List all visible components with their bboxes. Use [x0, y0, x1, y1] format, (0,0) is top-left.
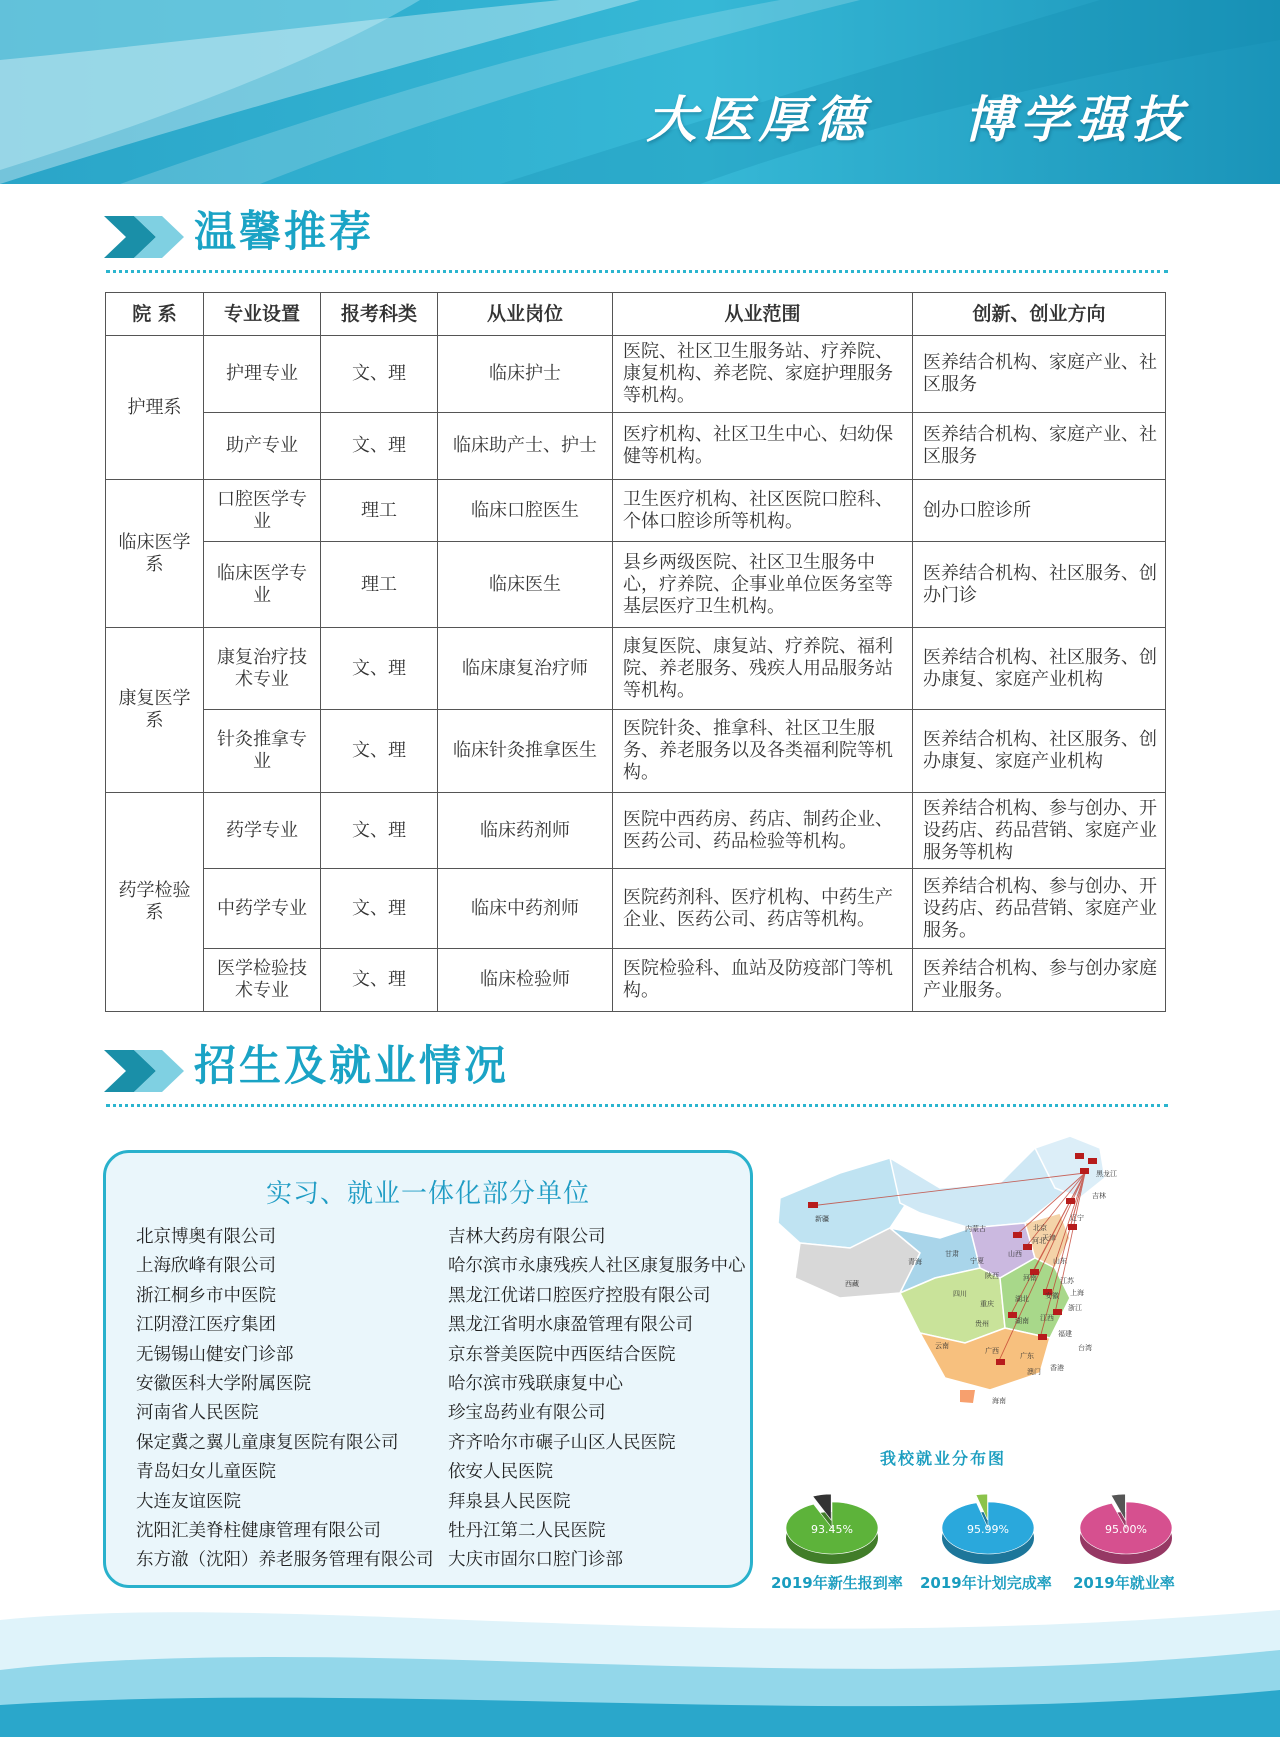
list-item: 京东誉美医院中西医结合医院 [448, 1344, 676, 1365]
list-item: 浙江桐乡市中医院 [136, 1285, 276, 1306]
list-item: 拜泉县人民医院 [448, 1491, 571, 1512]
double-chevron-icon [104, 216, 184, 258]
pie-chart-plan-completion [928, 1490, 1048, 1574]
pie-value-label: 93.45% [811, 1523, 853, 1536]
table-header-cell: 创新、创业方向 [913, 293, 1166, 336]
map-label: 台湾 [1078, 1344, 1092, 1352]
list-item: 吉林大药房有限公司 [448, 1227, 606, 1247]
subject-cell: 文、理 [321, 793, 438, 869]
map-label: 甘肃 [945, 1250, 959, 1258]
map-label: 陕西 [985, 1272, 999, 1280]
partner-units-left [136, 1223, 434, 1576]
double-chevron-icon [104, 1050, 184, 1092]
list-item: 大庆市固尔口腔门诊部 [448, 1550, 623, 1571]
map-label: 浙江 [1068, 1304, 1082, 1312]
major-cell: 中药学专业 [204, 869, 321, 949]
post-cell: 临床口腔医生 [438, 480, 613, 542]
table-row [106, 413, 1166, 480]
section-title-enrollment: 招生及就业情况 [194, 1041, 510, 1090]
list-item: 北京博奥有限公司 [136, 1227, 276, 1247]
direction-cell: 医养结合机构、参与创办、开设药店、药品营销、家庭产业服务等机构 [913, 793, 1166, 869]
pie-chart-enrollment [772, 1490, 892, 1574]
direction-cell: 医养结合机构、家庭产业、社区服务 [913, 336, 1166, 413]
direction-cell: 创办口腔诊所 [913, 480, 1166, 542]
major-cell: 药学专业 [204, 793, 321, 869]
map-label: 广东 [1020, 1352, 1034, 1360]
map-label: 新疆 [815, 1215, 829, 1223]
dept-cell: 护理系 [106, 336, 204, 480]
map-label: 辽宁 [1070, 1214, 1084, 1222]
post-cell: 临床护士 [438, 336, 613, 413]
map-label: 西藏 [845, 1280, 859, 1288]
direction-cell: 医养结合机构、家庭产业、社区服务 [913, 413, 1166, 480]
map-label: 宁夏 [970, 1257, 984, 1265]
partner-units-box [103, 1150, 753, 1588]
table-row [106, 949, 1166, 1012]
major-cell: 康复治疗技术专业 [204, 628, 321, 710]
dotted-divider [106, 270, 1168, 273]
direction-cell: 医养结合机构、社区服务、创办门诊 [913, 542, 1166, 628]
footer-wave [0, 1580, 1280, 1737]
list-item: 东方澈（沈阳）养老服务管理有限公司 [136, 1550, 434, 1571]
list-item: 齐齐哈尔市碾子山区人民医院 [448, 1432, 676, 1453]
scope-cell: 医院检验科、血站及防疫部门等机构。 [613, 949, 913, 1012]
map-label: 贵州 [975, 1320, 989, 1328]
post-cell: 临床医生 [438, 542, 613, 628]
list-item: 河南省人民医院 [136, 1403, 259, 1424]
table-row [106, 869, 1166, 949]
dept-cell: 康复医学系 [106, 628, 204, 793]
list-item: 青岛妇女儿童医院 [136, 1462, 276, 1483]
map-caption: 我校就业分布图 [880, 1449, 1007, 1468]
pie-title-employment: 2019年就业率 [1073, 1574, 1175, 1592]
list-item: 珍宝岛药业有限公司 [448, 1403, 606, 1424]
section-title-recommend: 温馨推荐 [194, 207, 375, 256]
list-item: 上海欣峰有限公司 [136, 1256, 276, 1277]
dotted-divider [106, 1104, 1168, 1107]
scope-cell: 医院药剂科、医疗机构、中药生产企业、医药公司、药店等机构。 [613, 869, 913, 949]
map-label: 天津 [1042, 1234, 1056, 1242]
major-cell: 护理专业 [204, 336, 321, 413]
table-row [106, 336, 1166, 413]
list-item: 无锡锡山健安门诊部 [136, 1344, 294, 1365]
table-row [106, 710, 1166, 793]
dept-cell: 临床医学系 [106, 480, 204, 628]
direction-cell: 医养结合机构、社区服务、创办康复、家庭产业机构 [913, 710, 1166, 793]
post-cell: 临床药剂师 [438, 793, 613, 869]
direction-cell: 医养结合机构、社区服务、创办康复、家庭产业机构 [913, 628, 1166, 710]
list-item: 哈尔滨市永康残疾人社区康复服务中心 [448, 1256, 746, 1277]
pie-title-plan-completion: 2019年计划完成率 [920, 1574, 1052, 1592]
map-label: 四川 [953, 1290, 967, 1298]
map-label: 安徽 [1045, 1292, 1059, 1300]
scope-cell: 县乡两级医院、社区卫生服务中心，疗养院、企事业单位医务室等基层医疗卫生机构。 [613, 542, 913, 628]
subject-cell: 文、理 [321, 710, 438, 793]
table-row [106, 793, 1166, 869]
partner-units-right [448, 1223, 746, 1576]
subject-cell: 文、理 [321, 949, 438, 1012]
list-item: 保定冀之翼儿童康复医院有限公司 [136, 1432, 399, 1453]
map-label: 广西 [985, 1347, 999, 1355]
majors-table [105, 292, 1166, 1012]
table-header-cell: 专业设置 [204, 293, 321, 336]
scope-cell: 医院中西药房、药店、制药企业、医药公司、药品检验等机构。 [613, 793, 913, 869]
pie-value-label: 95.00% [1105, 1523, 1147, 1536]
table-header-row [106, 293, 1166, 336]
scope-cell: 康复医院、康复站、疗养院、福利院、养老服务、残疾人用品服务站等机构。 [613, 628, 913, 710]
post-cell: 临床助产士、护士 [438, 413, 613, 480]
list-item: 黑龙江省明水康盈管理有限公司 [448, 1315, 693, 1336]
table-header-cell: 从业范围 [613, 293, 913, 336]
table-header-cell: 院 系 [106, 293, 204, 336]
map-label: 江西 [1040, 1314, 1054, 1322]
map-label: 云南 [935, 1342, 949, 1350]
major-cell: 临床医学专业 [204, 542, 321, 628]
post-cell: 临床康复治疗师 [438, 628, 613, 710]
map-label: 上海 [1070, 1289, 1084, 1297]
table-row [106, 480, 1166, 542]
employment-map [770, 1128, 1150, 1443]
map-label: 湖北 [1015, 1295, 1029, 1303]
major-cell: 针灸推拿专业 [204, 710, 321, 793]
list-item: 哈尔滨市残联康复中心 [448, 1374, 623, 1395]
scope-cell: 医院、社区卫生服务站、疗养院、康复机构、养老院、家庭护理服务等机构。 [613, 336, 913, 413]
list-item: 大连友谊医院 [136, 1491, 241, 1512]
scope-cell: 医院针灸、推拿科、社区卫生服务、养老服务以及各类福利院等机构。 [613, 710, 913, 793]
table-header-cell: 报考科类 [321, 293, 438, 336]
map-label: 吉林 [1092, 1192, 1106, 1200]
major-cell: 医学检验技术专业 [204, 949, 321, 1012]
map-label: 福建 [1058, 1330, 1072, 1338]
map-label: 山西 [1008, 1250, 1022, 1258]
map-label: 海南 [992, 1397, 1006, 1405]
scope-cell: 医疗机构、社区卫生中心、妇幼保健等机构。 [613, 413, 913, 480]
list-item: 沈阳汇美脊柱健康管理有限公司 [136, 1521, 381, 1542]
pie-value-label: 95.99% [967, 1523, 1009, 1536]
list-item: 依安人民医院 [448, 1462, 553, 1483]
map-label: 青海 [908, 1258, 922, 1266]
subject-cell: 理工 [321, 542, 438, 628]
section-recommend [104, 206, 1168, 278]
dept-cell: 药学检验系 [106, 793, 204, 1012]
post-cell: 临床中药剂师 [438, 869, 613, 949]
partner-units-title: 实习、就业一体化部分单位 [265, 1179, 590, 1209]
scope-cell: 卫生医疗机构、社区医院口腔科、个体口腔诊所等机构。 [613, 480, 913, 542]
list-item: 牡丹江第二人民医院 [448, 1521, 606, 1542]
list-item: 江阴澄江医疗集团 [136, 1315, 276, 1336]
post-cell: 临床针灸推拿医生 [438, 710, 613, 793]
subject-cell: 文、理 [321, 628, 438, 710]
pie-chart-employment [1066, 1490, 1186, 1574]
table-row [106, 628, 1166, 710]
map-label: 山东 [1053, 1257, 1067, 1265]
slogan: 大医厚德 博学强技 [646, 90, 1188, 149]
section-enrollment [104, 1040, 1168, 1112]
subject-cell: 文、理 [321, 413, 438, 480]
map-label: 澳门 [1027, 1368, 1041, 1376]
table-row [106, 542, 1166, 628]
list-item: 黑龙江优诺口腔医疗控股有限公司 [448, 1285, 711, 1306]
subject-cell: 文、理 [321, 869, 438, 949]
direction-cell: 医养结合机构、参与创办家庭产业服务。 [913, 949, 1166, 1012]
map-label: 河北 [1032, 1237, 1046, 1245]
map-label: 香港 [1050, 1364, 1064, 1372]
map-label: 北京 [1033, 1224, 1047, 1232]
map-label: 河南 [1023, 1274, 1037, 1282]
map-label: 重庆 [980, 1300, 994, 1308]
subject-cell: 理工 [321, 480, 438, 542]
table-header-cell: 从业岗位 [438, 293, 613, 336]
map-label: 内蒙古 [965, 1225, 986, 1233]
map-label: 黑龙江 [1096, 1170, 1117, 1178]
direction-cell: 医养结合机构、参与创办、开设药店、药品营销、家庭产业服务。 [913, 869, 1166, 949]
map-label: 湖南 [1015, 1317, 1029, 1325]
pie-title-enrollment: 2019年新生报到率 [771, 1574, 903, 1592]
major-cell: 口腔医学专业 [204, 480, 321, 542]
major-cell: 助产专业 [204, 413, 321, 480]
map-label: 江苏 [1060, 1277, 1074, 1285]
list-item: 安徽医科大学附属医院 [136, 1374, 311, 1395]
header-banner [0, 0, 1280, 184]
subject-cell: 文、理 [321, 336, 438, 413]
post-cell: 临床检验师 [438, 949, 613, 1012]
